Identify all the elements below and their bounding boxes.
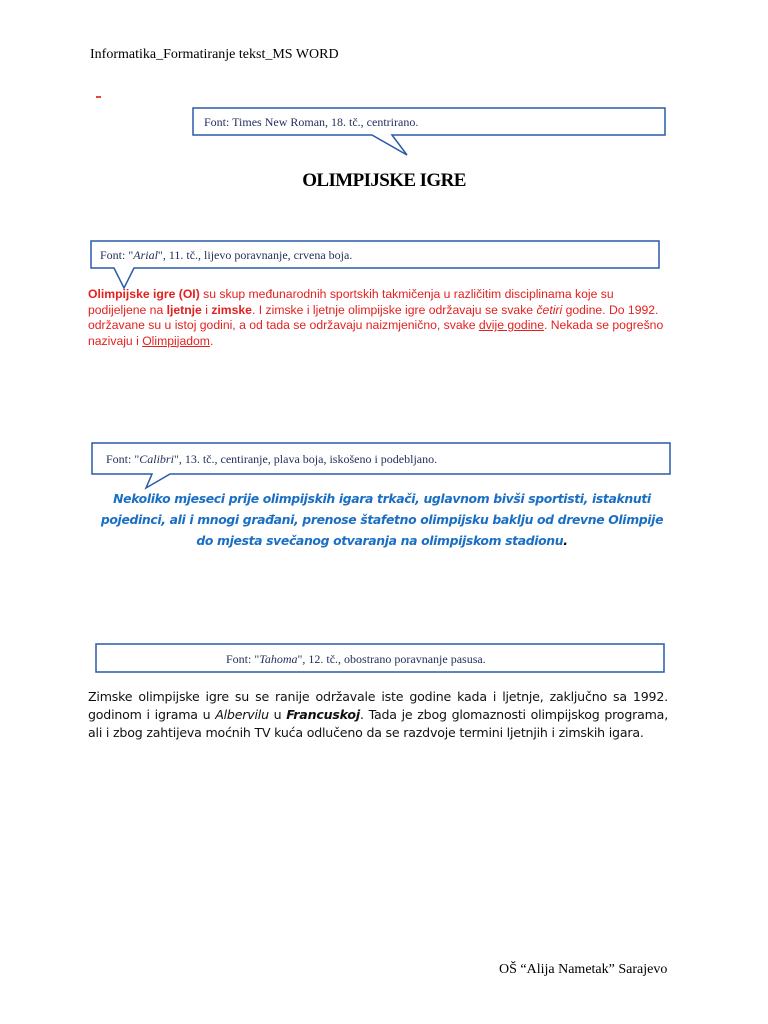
callout-calibri-text: Font: "Calibri", 13. tč., centiranje, plava boja, iskošeno i podebljano. xyxy=(106,452,438,466)
page-title: OLIMPIJSKE IGRE xyxy=(302,170,466,191)
paragraph-arial: Olimpijske igre (OI) su skup međunarodnih sportskih takmičenja u različitim disciplinama koje su podijeljene na ljetnje i zimske. I zimske i ljetnje olimpijske igre održavaju se svake četiri godine. Do 1992. održavane su u istoj godini, a od tada se održavaju naizmjenično, svake dvije godine. Nekada se pogrešno nazivaju i Olimpijadom. xyxy=(88,287,664,348)
callout-arial-text: Font: "Arial", 11. tč., lijevo poravnanje, crvena boja. xyxy=(100,248,353,262)
page-footer: OŠ “Alija Nametak” Sarajevo xyxy=(499,962,668,977)
callout-times-text: Font: Times New Roman, 18. tč., centrirano. xyxy=(204,115,419,129)
callout-tahoma-text: Font: "Tahoma", 12. tč., obostrano poravnanje pasusa. xyxy=(226,652,486,666)
paragraph-calibri: Nekoliko mjeseci prije olimpijskih igara trkači, uglavnom bivši sportisti, istaknuti pojedinci, ali i mnogi građani, prenose štafetno olimpijsku baklju od drevne Olimpije do mjesta svečanog otvaranja na olimpijskom stadionu. xyxy=(100,491,664,548)
page-header: Informatika_Formatiranje tekst_MS WORD xyxy=(90,47,339,62)
paragraph-tahoma: Zimske olimpijske igre su se ranije održavale iste godine kada i ljetnje, zaključno sa 1992. godinom i igrama u Albervilu u Francuskoj. Tada je zbog glomaznosti olimpijskog programa, ali i zbog zahtijeva moćnih TV kuća odlučeno da se razdvoje termini ljetnjih i zimskih igara. xyxy=(88,689,668,740)
